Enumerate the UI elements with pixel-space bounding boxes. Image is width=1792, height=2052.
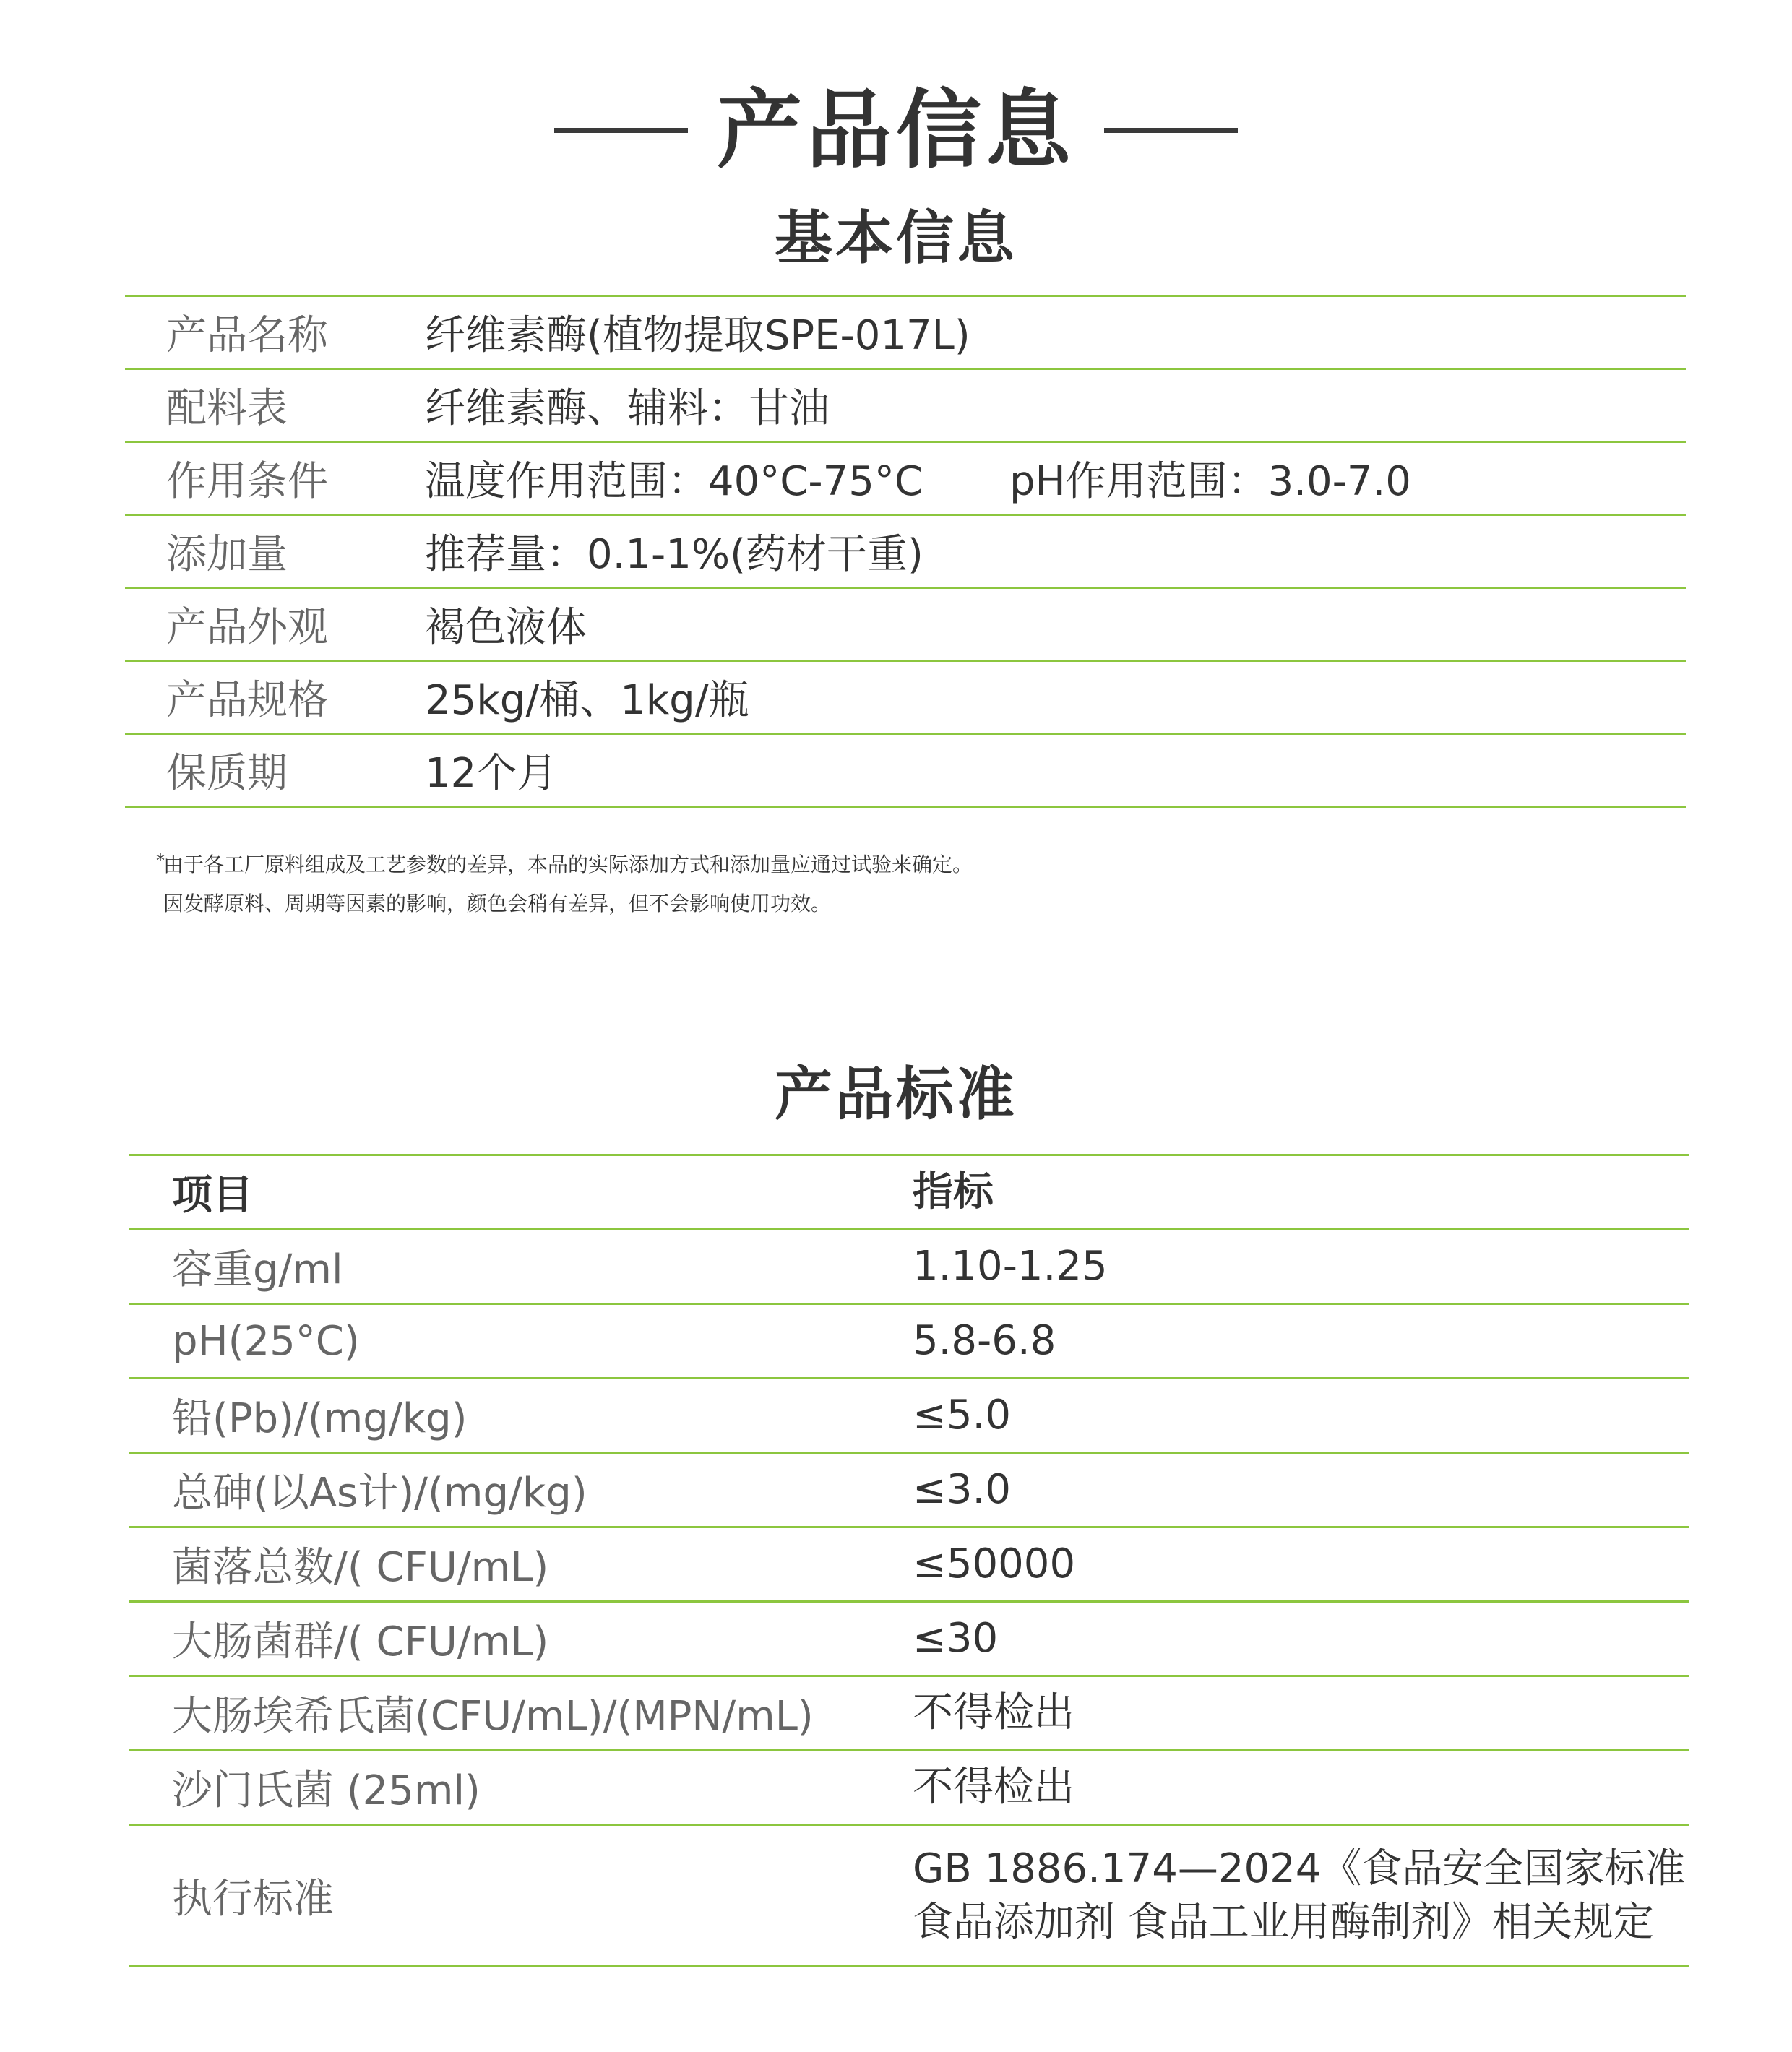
basic-row-shelf-life (125, 735, 1686, 808)
row-value: 1.10-1.25 (913, 1243, 1108, 1290)
page-title: 产品信息 (716, 80, 1075, 180)
basic-label: 产品规格 (166, 677, 328, 724)
table-row (129, 1305, 1689, 1379)
basic-row-spec (125, 662, 1686, 735)
standard-table (129, 1154, 1689, 1967)
row-item: 大肠菌群/( CFU/mL) (172, 1618, 549, 1665)
basic-value: 12个月 (425, 750, 558, 797)
row-item: 铅(Pb)/(mg/kg) (172, 1395, 468, 1442)
basic-value: 推荐量：0.1-1%(药材干重) (425, 531, 923, 578)
temperature-range: 温度作用范围：40°C-75°C (425, 458, 923, 505)
row-item: 执行标准 (172, 1875, 334, 1923)
basic-row-conditions (125, 443, 1686, 516)
table-row (129, 1230, 1689, 1305)
row-value (913, 1842, 1689, 1949)
row-item: 总砷(以As计)/(mg/kg) (172, 1470, 587, 1517)
basic-value: 褐色液体 (425, 604, 587, 651)
table-row (129, 1677, 1689, 1751)
basic-label: 配料表 (166, 385, 288, 432)
title-right-rule (1104, 128, 1238, 133)
basic-value (425, 449, 1686, 507)
basic-row-dosage (125, 516, 1686, 589)
basic-label: 产品外观 (166, 604, 328, 651)
row-item: 菌落总数/( CFU/mL) (172, 1544, 549, 1591)
basic-label: 添加量 (166, 531, 288, 578)
basic-value: 纤维素酶、辅料：甘油 (425, 385, 830, 432)
row-value: 5.8-6.8 (913, 1317, 1056, 1364)
table-row (129, 1751, 1689, 1826)
row-value: 不得检出 (913, 1764, 1074, 1811)
ph-range: pH作用范围：3.0-7.0 (1009, 458, 1411, 505)
footnotes (156, 845, 973, 923)
footnote-line: 因发酵原料、周期等因素的影响，颜色会稍有差异，但不会影响使用功效。 (163, 892, 832, 915)
basic-row-appearance (125, 589, 1686, 662)
title-left-rule (554, 128, 688, 133)
column-header-item: 项目 (172, 1172, 253, 1219)
basic-label: 作用条件 (166, 458, 328, 505)
row-item: 沙门氏菌 (25ml) (172, 1767, 481, 1814)
row-item: 大肠埃希氏菌(CFU/mL)/(MPN/mL) (172, 1693, 814, 1740)
row-value: ≤3.0 (913, 1466, 1011, 1513)
table-row (129, 1379, 1689, 1454)
row-item: 容重g/ml (172, 1246, 343, 1293)
row-value: ≤30 (913, 1615, 999, 1662)
row-item: pH(25°C) (172, 1317, 360, 1365)
basic-info-table (125, 295, 1686, 808)
table-row (129, 1528, 1689, 1603)
footnote-star: * (156, 850, 165, 871)
row-value: 不得检出 (913, 1689, 1074, 1736)
standard-line: GB 1886.174—2024《食品安全国家标准 (913, 1845, 1686, 1892)
footnote-line: 由于各工厂原料组成及工艺参数的差异，本品的实际添加方式和添加量应通过试验来确定。 (163, 853, 973, 876)
table-row (129, 1454, 1689, 1528)
row-value: ≤5.0 (913, 1392, 1011, 1439)
basic-row-product-name (125, 297, 1686, 370)
main-title-block (0, 76, 1792, 184)
basic-value: 纤维素酶(植物提取SPE-017L) (425, 312, 970, 359)
column-header-value: 指标 (913, 1168, 994, 1215)
basic-row-ingredients (125, 370, 1686, 443)
standard-table-header (129, 1156, 1689, 1230)
basic-label: 产品名称 (166, 312, 328, 359)
standard-line: 食品添加剂 食品工业用酶制剂》相关规定 (913, 1898, 1654, 1946)
basic-value: 25kg/桶、1kg/瓶 (425, 677, 749, 724)
standard-heading: 产品标准 (775, 1061, 1017, 1128)
row-value: ≤50000 (913, 1540, 1076, 1587)
basic-label: 保质期 (166, 750, 288, 797)
basic-info-heading: 基本信息 (775, 204, 1017, 272)
table-row-execution-standard (129, 1826, 1689, 1967)
table-row (129, 1603, 1689, 1677)
